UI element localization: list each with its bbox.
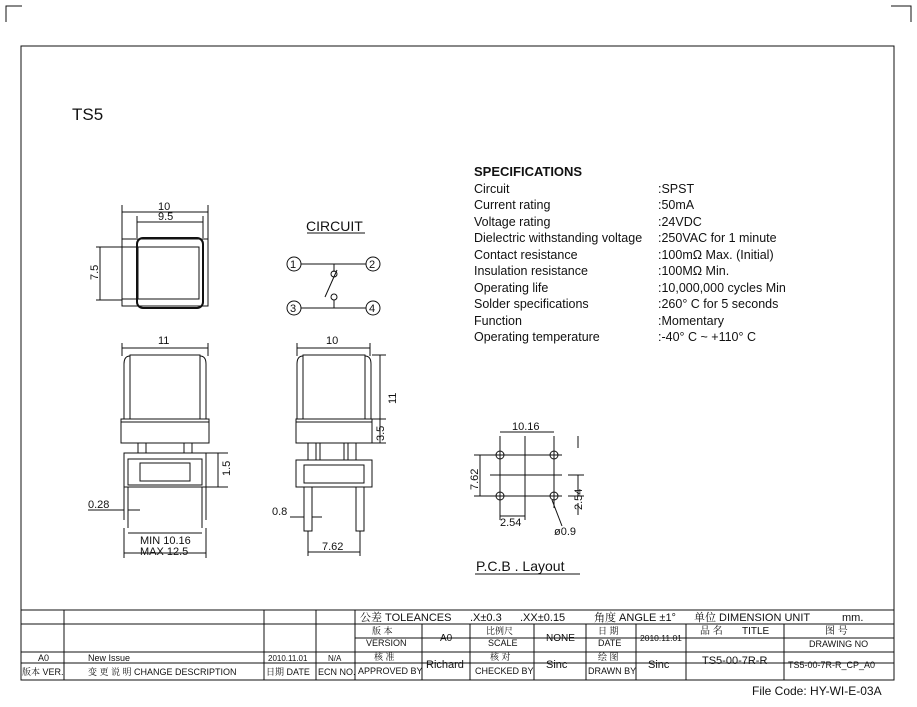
dim-side-0-8: 0.8	[272, 506, 288, 518]
drawn-value: Sinc	[648, 659, 670, 671]
spec-label: Dielectric withstanding voltage	[474, 231, 643, 245]
pcb-layout-label: P.C.B . Layout	[476, 558, 565, 574]
dim-front-0-28: 0.28	[88, 499, 110, 511]
circuit-diagram	[287, 233, 380, 315]
spec-value: :SPST	[658, 182, 695, 196]
spec-value: :100mΩ Max. (Initial)	[658, 248, 774, 262]
circuit-label: CIRCUIT	[306, 218, 363, 234]
version-cn: 版 本	[372, 626, 393, 636]
scale-en: SCALE	[488, 638, 518, 648]
spec-label: Voltage rating	[474, 215, 551, 229]
pcb-layout	[474, 432, 584, 574]
version-en: VERSION	[366, 638, 407, 648]
dim-front-width-11: 11	[158, 335, 170, 347]
checked-en: CHECKED BY	[475, 666, 534, 676]
dim-side-height-11: 11	[387, 392, 399, 404]
dim-side-height-3-5: 3.5	[375, 425, 387, 441]
drawn-cn: 绘 图	[598, 652, 619, 662]
dim-front-max: MAX 12.5	[140, 546, 189, 558]
date-cn: 日 期	[598, 626, 619, 636]
circuit-pin-2: 2	[369, 259, 376, 271]
spec-heading: SPECIFICATIONS	[474, 164, 583, 179]
front-view	[88, 343, 228, 558]
date-en: DATE	[598, 638, 622, 648]
dim-top-width-9-5: 9.5	[158, 211, 174, 223]
tolerances-label: 公差 TOLEANCES	[360, 612, 452, 624]
spec-value: :260° C for 5 seconds	[658, 297, 779, 311]
spec-value: :10,000,000 cycles Min	[658, 281, 786, 295]
pcb-dim-2-54-h: 2.54	[500, 517, 522, 529]
spec-label: Operating temperature	[474, 330, 600, 344]
pcb-dim-10-16: 10.16	[512, 421, 540, 433]
circuit-pin-3: 3	[290, 303, 297, 315]
spec-label: Operating life	[474, 281, 549, 295]
spec-label: Function	[474, 314, 522, 328]
drawing-no-value: TS5-00-7R-R_CP_A0	[788, 660, 876, 670]
file-code: File Code: HY-WI-E-03A	[752, 684, 882, 698]
checked-value: Sinc	[546, 659, 568, 671]
date-value: 2010.11.01	[640, 633, 682, 643]
drawing-no-cn: 图 号	[825, 626, 848, 637]
dim-side-7-62: 7.62	[322, 541, 344, 553]
unit-value: mm.	[842, 612, 864, 624]
spec-value: :250VAC for 1 minute	[658, 231, 777, 245]
pcb-hole-diameter: ø0.9	[554, 526, 577, 538]
dim-top-height-7-5: 7.5	[89, 264, 101, 280]
side-view	[290, 343, 386, 556]
tolerance-x: .X±0.3	[470, 612, 502, 624]
rev-version: A0	[38, 653, 50, 663]
title-en: TITLE	[742, 626, 770, 637]
drawn-en: DRAWN BY	[588, 666, 637, 676]
approved-value: Richard	[426, 659, 464, 671]
scale-cn: 比例尺	[486, 626, 514, 636]
rev-ecn: N/A	[328, 654, 342, 663]
part-title: TS5	[72, 105, 104, 124]
checked-cn: 核 对	[490, 652, 511, 662]
spec-label: Current rating	[474, 198, 551, 212]
spec-value: :50mA	[658, 198, 695, 212]
drawing-no-en: DRAWING NO	[809, 639, 869, 649]
circuit-pin-4: 4	[369, 303, 376, 315]
header-ecn: ECN NO.	[318, 667, 356, 677]
approved-cn: 核 准	[374, 652, 395, 662]
spec-table	[474, 182, 786, 344]
title-cn: 品 名	[700, 626, 723, 637]
approved-en: APPROVED BY	[358, 666, 423, 676]
header-version: 版本 VER.	[22, 667, 64, 677]
unit-label: 单位 DIMENSION UNIT	[694, 612, 811, 624]
sheet-border	[21, 46, 894, 680]
spec-value: :24VDC	[658, 215, 702, 229]
version-value: A0	[440, 633, 453, 644]
circuit-pin-1: 1	[290, 259, 297, 271]
spec-label: Insulation resistance	[474, 264, 588, 278]
spec-value: :-40° C ~ +110° C	[658, 330, 757, 344]
dim-side-width-10: 10	[326, 335, 339, 347]
header-change-description: 变 更 说 明 CHANGE DESCRIPTION	[88, 667, 237, 677]
scale-value: NONE	[546, 633, 575, 644]
spec-label: Circuit	[474, 182, 510, 196]
spec-label: Solder specifications	[474, 297, 589, 311]
rev-description: New Issue	[88, 653, 131, 663]
spec-value: :100MΩ Min.	[658, 264, 730, 278]
header-date: 日期 DATE	[266, 667, 310, 677]
tolerance-xx: .XX±0.15	[520, 612, 566, 624]
angle-tolerance: 角度 ANGLE ±1°	[594, 612, 676, 624]
pcb-dim-2-54-v: 2.54	[573, 488, 585, 510]
corner-marks	[6, 6, 911, 22]
dim-front-min: MIN 10.16	[140, 535, 191, 547]
top-view	[96, 205, 208, 308]
pcb-dim-7-62: 7.62	[469, 468, 481, 490]
spec-label: Contact resistance	[474, 248, 578, 262]
dim-front-height-1-5: 1.5	[221, 460, 233, 476]
dim-top-width-10: 10	[158, 201, 171, 213]
rev-date: 2010.11.01	[268, 654, 308, 663]
spec-value: :Momentary	[658, 314, 724, 328]
title-value: TS5-00-7R-R	[702, 655, 768, 667]
